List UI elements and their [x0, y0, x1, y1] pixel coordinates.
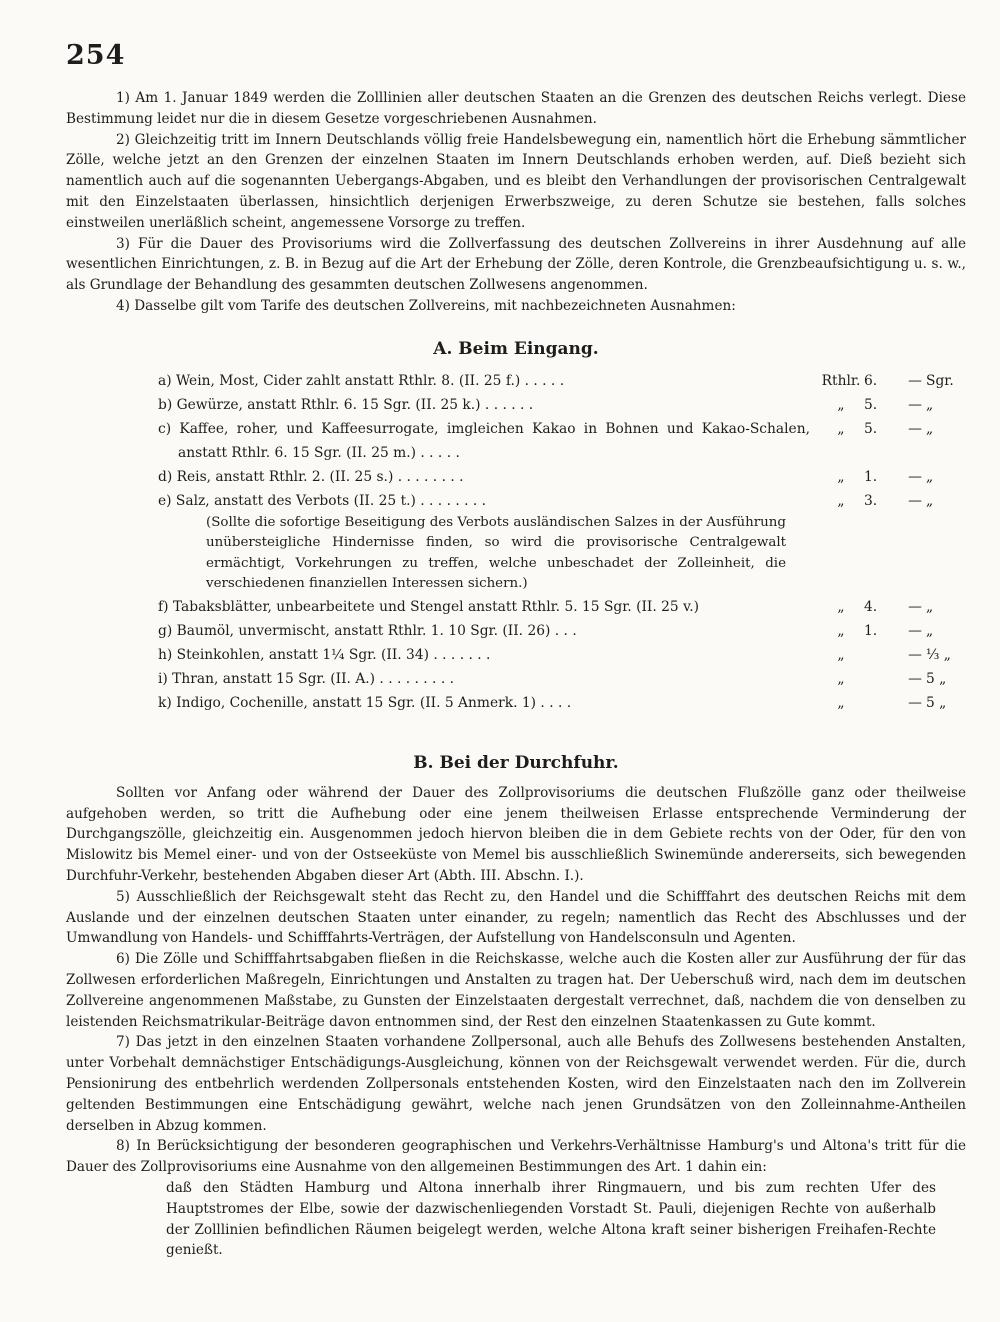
tariff-item-text: i) Thran, anstatt 15 Sgr. (II. A.) . . . . . . . . .	[158, 670, 454, 687]
tariff-sgr: 5 „	[926, 694, 947, 711]
tariff-unit: „	[837, 420, 845, 437]
paragraph-5: 5) Ausschließlich der Reichsgewalt steht das Recht zu, den Handel und die Schifffahrt des deutschen Reichs mit dem Auslande und der einzelnen deutschen Staaten unter einander, zu regeln; namentlich das Recht des Abschlusses und der Umwandlung von Handels- und Schifffahrts-Verträgen, der Aufstellung von Handelsconsuln und Agenten.	[66, 888, 966, 947]
page-number: 254	[66, 40, 126, 71]
tariff-row	[66, 643, 966, 667]
tariff-row	[66, 417, 966, 465]
tariff-item-text: h) Steinkohlen, anstatt 1¼ Sgr. (II. 34) . . . . . . .	[158, 646, 491, 663]
paragraph-4: 4) Dasselbe gilt vom Tarife des deutschen Zollvereins, mit nachbezeichneten Ausnahmen:	[116, 297, 736, 314]
tariff-dash: —	[908, 670, 922, 687]
tariff-list	[66, 369, 966, 715]
tariff-sgr: „	[926, 420, 934, 437]
tariff-dash: —	[908, 396, 922, 413]
paragraph-8: 8) In Berücksichtigung der besonderen geographischen und Verkehrs-Verhältnisse Hamburg's und Altona's tritt für die Dauer des Zollprovisoriums eine Ausnahme von den allgemeinen Bestimmungen des Art. 1 dahin ein:	[66, 1138, 966, 1176]
tariff-sgr: 5 „	[926, 670, 947, 687]
tariff-sgr: „	[926, 492, 934, 509]
tariff-rthlr: 5.	[864, 396, 878, 413]
tariff-row	[66, 691, 966, 715]
salt-note: (Sollte die sofortige Beseitigung des Verbots ausländischen Salzes in der Ausführung unübersteigliche Hindernisse finden, so wird die provisorische Centralgewalt ermächtigt, Vorkehrungen zu treffen, welche unbeschadet der Zolleinheit, die verschiedenen finanziellen Interessen sichern.)	[206, 514, 786, 592]
tariff-rthlr: 3.	[864, 492, 878, 509]
tariff-item-text: c) Kaffee, roher, und Kaffeesurrogate, imgleichen Kakao in Bohnen und Kakao-Schalen, anstatt Rthlr. 6. 15 Sgr. (II. 25 m.) . . . . .	[158, 420, 810, 461]
tariff-unit: „	[837, 646, 845, 663]
tariff-row	[66, 393, 966, 417]
tariff-sgr: „	[926, 396, 934, 413]
tariff-unit: „	[837, 622, 845, 639]
section-a-heading: A. Beim Eingang.	[433, 338, 599, 359]
tariff-unit: „	[837, 694, 845, 711]
tariff-dash: —	[908, 420, 922, 437]
tariff-unit: „	[837, 468, 845, 485]
document-body	[66, 88, 966, 1261]
paragraph-6: 6) Die Zölle und Schifffahrtsabgaben fließen in die Reichskasse, welche auch die Kosten aller zur Ausführung der für das Zollwesen erforderlichen Maßregeln, Einrichtungen und Anstalten zu tragen hat. Der Ueberschuß wird, nach dem im deutschen Zollvereine angenommenen Maßstabe, zu Gunsten der Einzelstaaten dergestalt verrechnet, daß, nachdem die von denselben zu leistenden Reichsmatrikular-Beiträge davon entnommen sind, der Rest den einzelnen Staatenkassen zu Gute kommt.	[66, 951, 966, 1030]
tariff-rthlr: 1.	[864, 468, 878, 485]
section-b-heading: B. Bei der Durchfuhr.	[413, 752, 619, 773]
tariff-row	[66, 667, 966, 691]
tariff-item-text: b) Gewürze, anstatt Rthlr. 6. 15 Sgr. (II. 25 k.) . . . . . .	[158, 396, 534, 413]
tariff-row	[66, 489, 966, 513]
tariff-row	[66, 369, 966, 393]
tariff-dash: —	[908, 622, 922, 639]
tariff-dash: —	[908, 492, 922, 509]
tariff-sgr: „	[926, 622, 934, 639]
tariff-rthlr: 6.	[864, 372, 878, 389]
tariff-item-text: k) Indigo, Cochenille, anstatt 15 Sgr. (II. 5 Anmerk. 1) . . . .	[158, 694, 572, 711]
paragraph-1: 1) Am 1. Januar 1849 werden die Zolllinien aller deutschen Staaten an die Grenzen des deutschen Reichs verlegt. Diese Bestimmung leidet nur die in diesem Gesetze vorgeschriebenen Ausnahmen.	[66, 90, 966, 127]
tariff-unit: Rthlr.	[821, 372, 861, 389]
tariff-dash: —	[908, 598, 922, 615]
tariff-unit: „	[837, 598, 845, 615]
tariff-row	[66, 595, 966, 619]
tariff-sgr: „	[926, 598, 934, 615]
tariff-dash: —	[908, 646, 922, 663]
tariff-unit: „	[837, 492, 845, 509]
tariff-item-text: f) Tabaksblätter, unbearbeitete und Stengel anstatt Rthlr. 5. 15 Sgr. (II. 25 v.)	[158, 598, 700, 615]
tariff-dash: —	[908, 372, 922, 389]
tariff-unit: „	[837, 396, 845, 413]
paragraph-2: 2) Gleichzeitig tritt im Innern Deutschlands völlig freie Handelsbewegung ein, namentlich hört die Erhebung sämmtlicher Zölle, welche jetzt an den Grenzen der einzelnen Staaten im Innern Deutschlands erhoben werden, auf. Dieß bezieht sich namentlich auch auf die sogenannten Uebergangs-Abgaben, und es bleibt den Verhandlungen der provisorischen Centralgewalt mit den Einzelstaaten überlassen, hinsichtlich derjenigen Erwerbszweige, zu deren Schutze sie bestehen, falls solches einstweilen unerläßlich scheint, angemessene Vorsorge zu treffen.	[66, 131, 966, 231]
tariff-row	[66, 465, 966, 489]
tariff-sgr: ⅓ „	[926, 646, 951, 663]
tariff-item-text: a) Wein, Most, Cider zahlt anstatt Rthlr. 8. (II. 25 f.) . . . . .	[158, 372, 565, 389]
section-b-text: Sollten vor Anfang oder während der Dauer des Zollprovisoriums die deutschen Flußzölle ganz oder theilweise aufgehoben werden, so tritt die Aufhebung oder eine jenem theilweisen Erlasse entsprechende Verminderung der Durchgangszölle, gleichzeitig ein. Ausgenommen jedoch hiervon bleiben die in dem Gebiete rechts von der Oder, für den von Mislowitz bis Memel einer- und von der Ostseeküste von Memel bis ausschließlich Swinemünde andererseits, sich bewegenden Durchfuhr-Verkehr, bestehenden Abgaben dieser Art (Abth. III. Abschn. I.).	[66, 784, 966, 884]
paragraph-7: 7) Das jetzt in den einzelnen Staaten vorhandene Zollpersonal, auch alle Behufs des Zollwesens bestehenden Anstalten, unter Vorbehalt demnächstiger Entschädigungs-Ausgleichung, können von der Reichsgewalt verwendet werden. Für die, durch Pensionirung des entbehrlich werdenden Zollpersonals entstehenden Kosten, wird den Einzelstaaten nach den im Zollverein geltenden Bestimmungen eine Entschädigung gewährt, welche nach jenen Grundsätzen von den Zolleinnahme-Antheilen derselben in Abzug kommen.	[66, 1034, 966, 1134]
tariff-rthlr: 1.	[864, 622, 878, 639]
paragraph-3: 3) Für die Dauer des Provisoriums wird die Zollverfassung des deutschen Zollvereins in ihrer Ausdehnung auf alle wesentlichen Einrichtungen, z. B. in Bezug auf die Art der Erhebung der Zölle, deren Kontrole, die Grenzbeaufsichtigung u. s. w., als Grundlage der Behandlung des gesammten deutschen Zollwesens angenommen.	[66, 235, 966, 294]
tariff-row	[66, 619, 966, 643]
tariff-unit: „	[837, 670, 845, 687]
tariff-item-text: e) Salz, anstatt des Verbots (II. 25 t.) . . . . . . . .	[158, 492, 487, 509]
tariff-dash: —	[908, 694, 922, 711]
tariff-dash: —	[908, 468, 922, 485]
tariff-rthlr: 5.	[864, 420, 878, 437]
tariff-sgr: Sgr.	[926, 372, 954, 389]
tariff-sgr: „	[926, 468, 934, 485]
hamburg-altona-clause: daß den Städten Hamburg und Altona innerhalb ihrer Ringmauern, und bis zum rechten Ufer des Hauptstromes der Elbe, sowie der dazwischenliegenden Vorstadt St. Pauli, diejenigen Rechte von außerhalb der Zolllinien befindlichen Räumen beigelegt werden, welche Altona kraft seiner bisherigen Freihafen-Rechte genießt.	[166, 1179, 936, 1259]
tariff-rthlr: 4.	[864, 598, 878, 615]
tariff-item-text: g) Baumöl, unvermischt, anstatt Rthlr. 1. 10 Sgr. (II. 26) . . .	[158, 622, 577, 639]
tariff-item-text: d) Reis, anstatt Rthlr. 2. (II. 25 s.) . . . . . . . .	[158, 468, 464, 485]
